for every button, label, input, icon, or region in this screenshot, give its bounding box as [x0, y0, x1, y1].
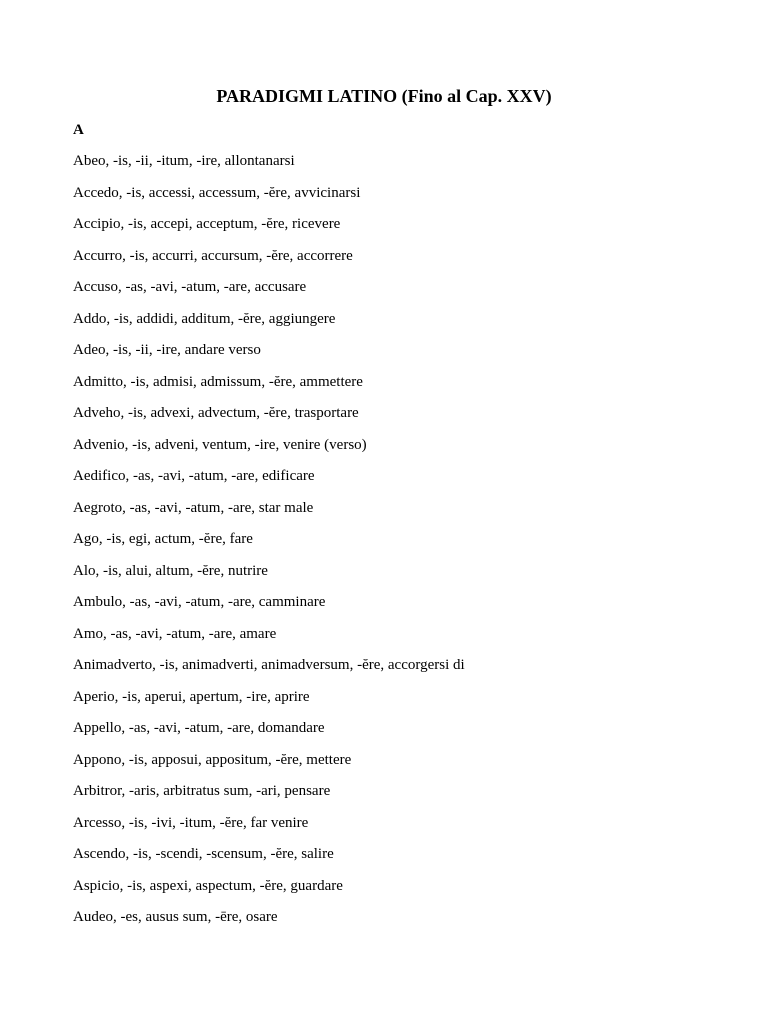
vocabulary-entry: Appono, -is, apposui, appositum, -ĕre, mettere — [73, 751, 352, 768]
vocabulary-entry: Arcesso, -is, -ivi, -itum, -ĕre, far venire — [73, 814, 309, 831]
vocabulary-entry: Amo, -as, -avi, -atum, -are, amare — [73, 625, 277, 642]
vocabulary-entry: Aedifico, -as, -avi, -atum, -are, edificare — [73, 468, 315, 484]
vocabulary-entry: Accurro, -is, accurri, accursum, -ĕre, accorrere — [73, 247, 353, 264]
vocabulary-entry: Animadverto, -is, animadverti, animadversum, -ĕre, accorgersi di — [73, 657, 465, 673]
vocabulary-entry: Advenio, -is, adveni, ventum, -ire, venire (verso) — [73, 436, 367, 453]
vocabulary-entry: Admitto, -is, admisi, admissum, -ĕre, ammettere — [73, 373, 363, 390]
vocabulary-entry: Aperio, -is, aperui, apertum, -ire, aprire — [73, 688, 310, 705]
vocabulary-entry: Accipio, -is, accepi, acceptum, -ĕre, ricevere — [73, 216, 341, 232]
vocabulary-entry: Accuso, -as, -avi, -atum, -are, accusare — [73, 279, 307, 295]
vocabulary-entry: Adveho, -is, advexi, advectum, -ĕre, trasportare — [73, 405, 359, 421]
vocabulary-entry: Arbitror, -aris, arbitratus sum, -ari, pensare — [73, 783, 331, 799]
vocabulary-entry: Alo, -is, alui, altum, -ĕre, nutrire — [73, 562, 268, 579]
vocabulary-entry: Adeo, -is, -ii, -ire, andare verso — [73, 342, 261, 358]
vocabulary-list — [73, 152, 465, 940]
page-title: PARADIGMI LATINO (Fino al Cap. XXV) — [216, 86, 552, 106]
vocabulary-entry: Accedo, -is, accessi, accessum, -ĕre, avvicinarsi — [73, 184, 361, 201]
vocabulary-entry: Audeo, -es, ausus sum, -ēre, osare — [73, 909, 278, 925]
vocabulary-entry: Ago, -is, egi, actum, -ĕre, fare — [73, 531, 253, 547]
section-heading-a: A — [73, 122, 84, 138]
vocabulary-entry: Abeo, -is, -ii, -itum, -ire, allontanarsi — [73, 153, 295, 169]
vocabulary-entry: Ascendo, -is, -scendi, -scensum, -ĕre, salire — [73, 846, 334, 862]
vocabulary-entry: Ambulo, -as, -avi, -atum, -are, camminare — [73, 594, 326, 610]
vocabulary-entry: Addo, -is, addidi, additum, -ĕre, aggiungere — [73, 310, 336, 327]
vocabulary-entry: Aegroto, -as, -avi, -atum, -are, star male — [73, 499, 314, 516]
vocabulary-entry: Aspicio, -is, aspexi, aspectum, -ĕre, guardare — [73, 877, 343, 894]
vocabulary-entry: Appello, -as, -avi, -atum, -are, domandare — [73, 720, 325, 736]
